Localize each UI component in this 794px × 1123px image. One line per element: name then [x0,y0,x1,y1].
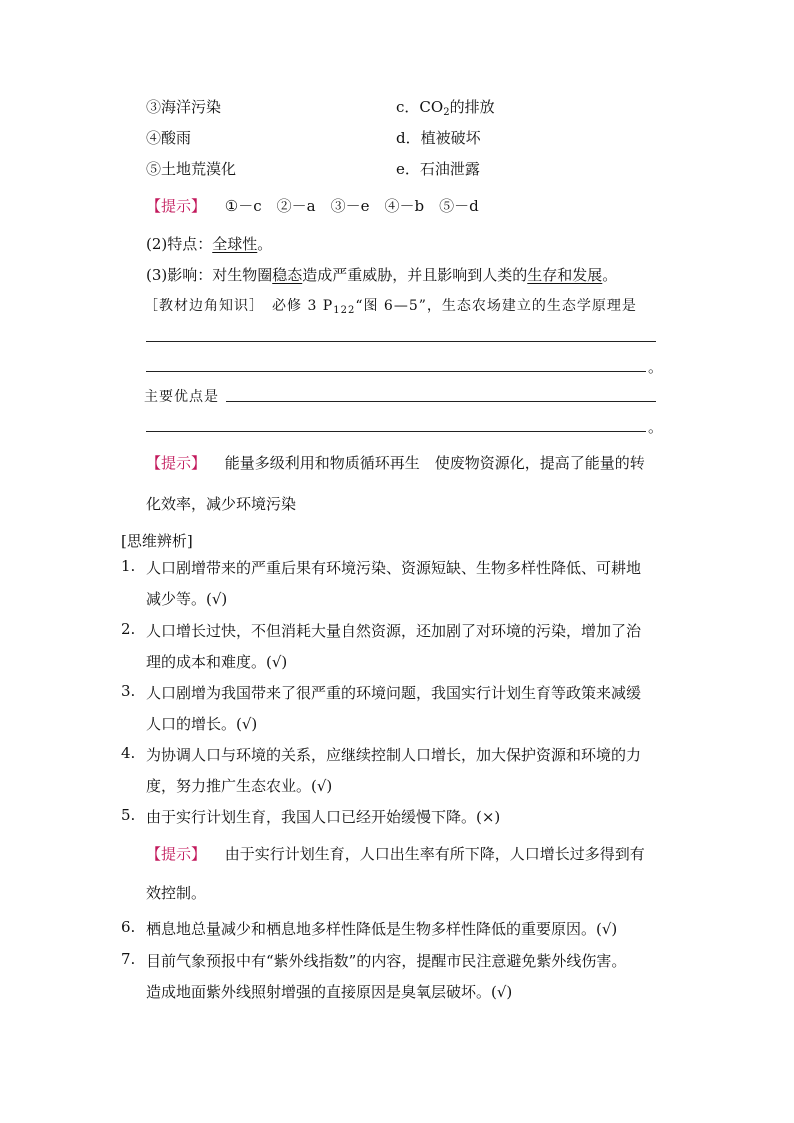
item-6-line1: 栖息地总量减少和栖息地多样性降低是生物多样性降低的重要原因。(√) [146,920,618,938]
match-row-3-right [396,96,495,118]
hint-3-line1: 由于实行计划生育，人口出生率有所下降，人口增长过多得到有 [224,845,645,863]
match-letter: d． [396,129,421,147]
textbook-question: “图 6—5”，生态农场建立的生态学原理是 [355,298,637,314]
item-5-num: 5. [121,806,136,824]
item-4-line1: 为协调人口与环境的关系，应继续控制人口增长，加大保护资源和环境的力 [146,746,642,764]
match-row-3-left: ③海洋污染 [146,98,222,116]
match-letter: e． [396,160,420,178]
answer-blank-4[interactable] [146,431,646,432]
blank-period-2: 。 [648,418,664,436]
match-text-post: 的排放 [449,98,495,116]
textbook-line [144,295,637,316]
subscript: 2 [443,107,450,118]
hint-2-line1: 能量多级利用和物质循环再生 使废物资源化，提高了能量的转 [224,454,645,472]
hint-label: 【提示】 [146,845,207,863]
item-2-num: 2. [121,620,136,638]
match-row-4-right [396,127,481,148]
item-1-line1: 人口剧增带来的严重后果有环境污染、资源短缺、生物多样性降低、可耕地 [146,559,642,577]
impact-prefix: (3)影响：对生物圈 [146,266,273,284]
section-title: [思维辨析] [121,532,193,550]
impact-mid: 造成严重威胁，并且影响到人类的 [302,266,528,284]
item-3-num: 3. [121,682,136,700]
impact-suffix: 。 [602,266,618,284]
impact-word1: 稳态 [272,266,303,284]
feature-suffix: 。 [257,235,273,253]
item-2-line2: 理的成本和难度。(√) [146,653,288,671]
item-1-line2: 减少等。(√) [146,590,228,608]
hint-1 [146,195,479,216]
match-row-5-right [396,158,480,179]
item-3-line2: 人口的增长。(√) [146,715,258,733]
match-text: 石油泄露 [419,160,480,178]
item-7-num: 7. [121,950,136,968]
hint-label: 【提示】 [146,197,207,215]
answer-blank-2[interactable] [146,371,646,372]
hint-2 [146,452,645,473]
page-subscript: 122 [333,305,356,316]
impact-word2: 生存和发展 [527,266,603,284]
item-6-num: 6. [121,918,136,936]
feature-value: 全球性 [212,235,258,253]
feature-line [146,233,272,254]
item-5-line1: 由于实行计划生育，我国人口已经开始缓慢下降。(×) [146,808,501,826]
answer-blank-1[interactable] [146,341,656,342]
impact-line [146,264,617,285]
textbook-ref: 必修 3 P [257,298,334,314]
item-7-line2: 造成地面紫外线照射增强的直接原因是臭氧层破坏。(√) [146,983,513,1001]
item-1-num: 1. [121,557,136,575]
match-text: CO [419,98,444,116]
textbook-label: ［教材边角知识］ [144,298,257,314]
item-2-line1: 人口增长过快，不但消耗大量自然资源，还加剧了对环境的污染，增加了治 [146,622,642,640]
item-4-num: 4. [121,744,136,762]
blank-period: 。 [648,358,664,376]
item-4-line2: 度，努力推广生态农业。(√) [146,777,333,795]
hint-label: 【提示】 [146,454,207,472]
match-row-4-left: ④酸雨 [146,129,192,147]
hint-3-line2: 效控制。 [146,884,207,902]
feature-prefix: (2)特点： [146,235,213,253]
match-row-5-left: ⑤土地荒漠化 [146,160,237,178]
hint-2-line2: 化效率，减少环境污染 [146,495,297,513]
answer-blank-3[interactable] [226,401,656,402]
match-text: 植被破坏 [420,129,481,147]
hint-answers: ①－c ②－a ③－e ④－b ⑤－d [224,197,479,215]
match-letter: c． [396,98,420,116]
item-3-line1: 人口剧增为我国带来了很严重的环境问题，我国实行计划生育等政策来减缓 [146,684,642,702]
advantage-label: 主要优点是 [144,389,219,405]
item-7-line1: 目前气象预报中有“紫外线指数”的内容，提醒市民注意避免紫外线伤害。 [146,952,627,970]
hint-3 [146,843,645,864]
